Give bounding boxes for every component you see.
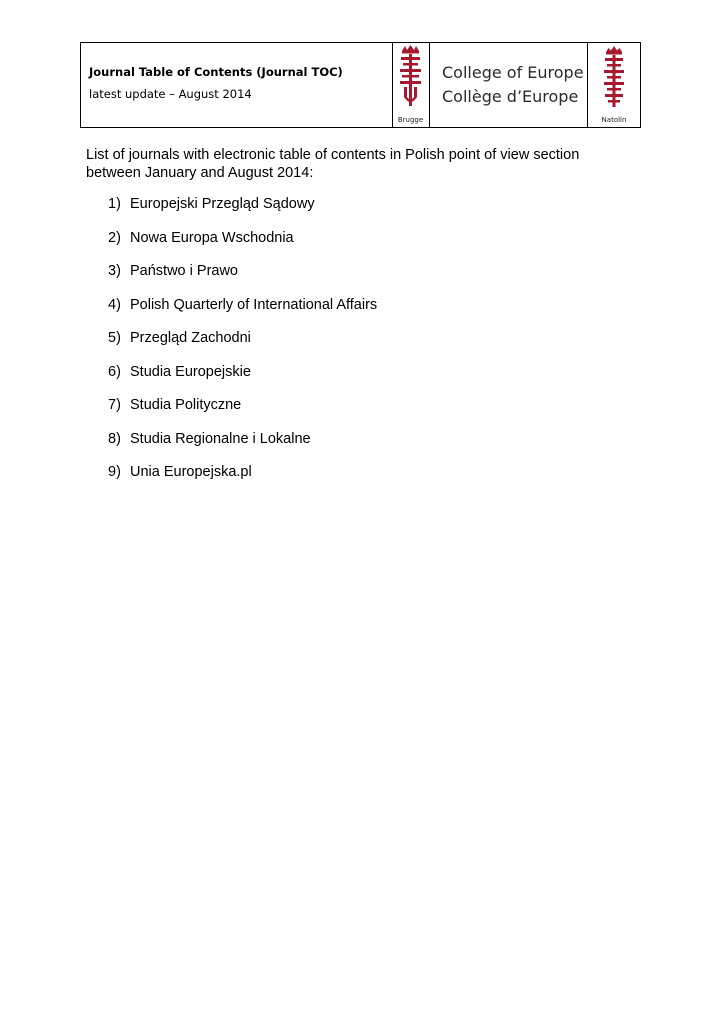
journal-title: Studia Regionalne i Lokalne [130,430,311,447]
journal-title: Nowa Europa Wschodnia [130,229,294,246]
list-item [108,395,377,429]
list-item [108,228,377,262]
list-item-number: 6) [108,363,121,380]
college-of-europe-natolin-logo-icon [588,43,640,113]
list-item [108,328,377,362]
list-item-number: 4) [108,296,121,313]
list-item-number: 5) [108,330,121,346]
journal-title: Europejski Przegląd Sądowy [130,196,315,212]
campus-label-brugge: Brugge [397,116,424,124]
list-item-number: 1) [108,196,121,212]
list-item [108,429,377,463]
last-update-text: latest update – August 2014 [89,87,252,101]
list-item-number: 2) [108,229,121,246]
journal-list [108,194,377,496]
list-item-number: 8) [108,430,121,447]
intro-paragraph: List of journals with electronic table of contents in Polish point of view section between January and August 2014: [86,147,580,181]
college-of-europe-brugge-logo-icon [392,43,429,113]
list-item-number: 9) [108,464,121,480]
list-item-number: 7) [108,397,121,413]
list-item [108,295,377,329]
brugge-logo-cell [392,43,429,127]
list-item [108,362,377,396]
document-title: Journal Table of Contents (Journal TOC) [89,65,343,79]
list-item [108,462,377,496]
journal-title: Państwo i Prawo [130,263,238,279]
list-item [108,261,377,295]
journal-title: Studia Europejskie [130,363,251,380]
header-title-cell [81,43,392,127]
campus-label-natolin: Natolin [601,116,627,124]
list-item [108,194,377,228]
journal-title: Studia Polityczne [130,397,242,413]
institution-name-en: College of Europe [442,63,584,82]
journal-title: Polish Quarterly of International Affairs [130,296,378,313]
natolin-logo-cell [588,43,640,127]
document-header [80,42,641,128]
journal-title: Przegląd Zachodni [130,330,251,346]
institution-name-cell [430,43,587,127]
list-item-number: 3) [108,263,121,279]
institution-name-fr: Collège d’Europe [442,87,579,106]
journal-title: Unia Europejska.pl [130,464,252,480]
